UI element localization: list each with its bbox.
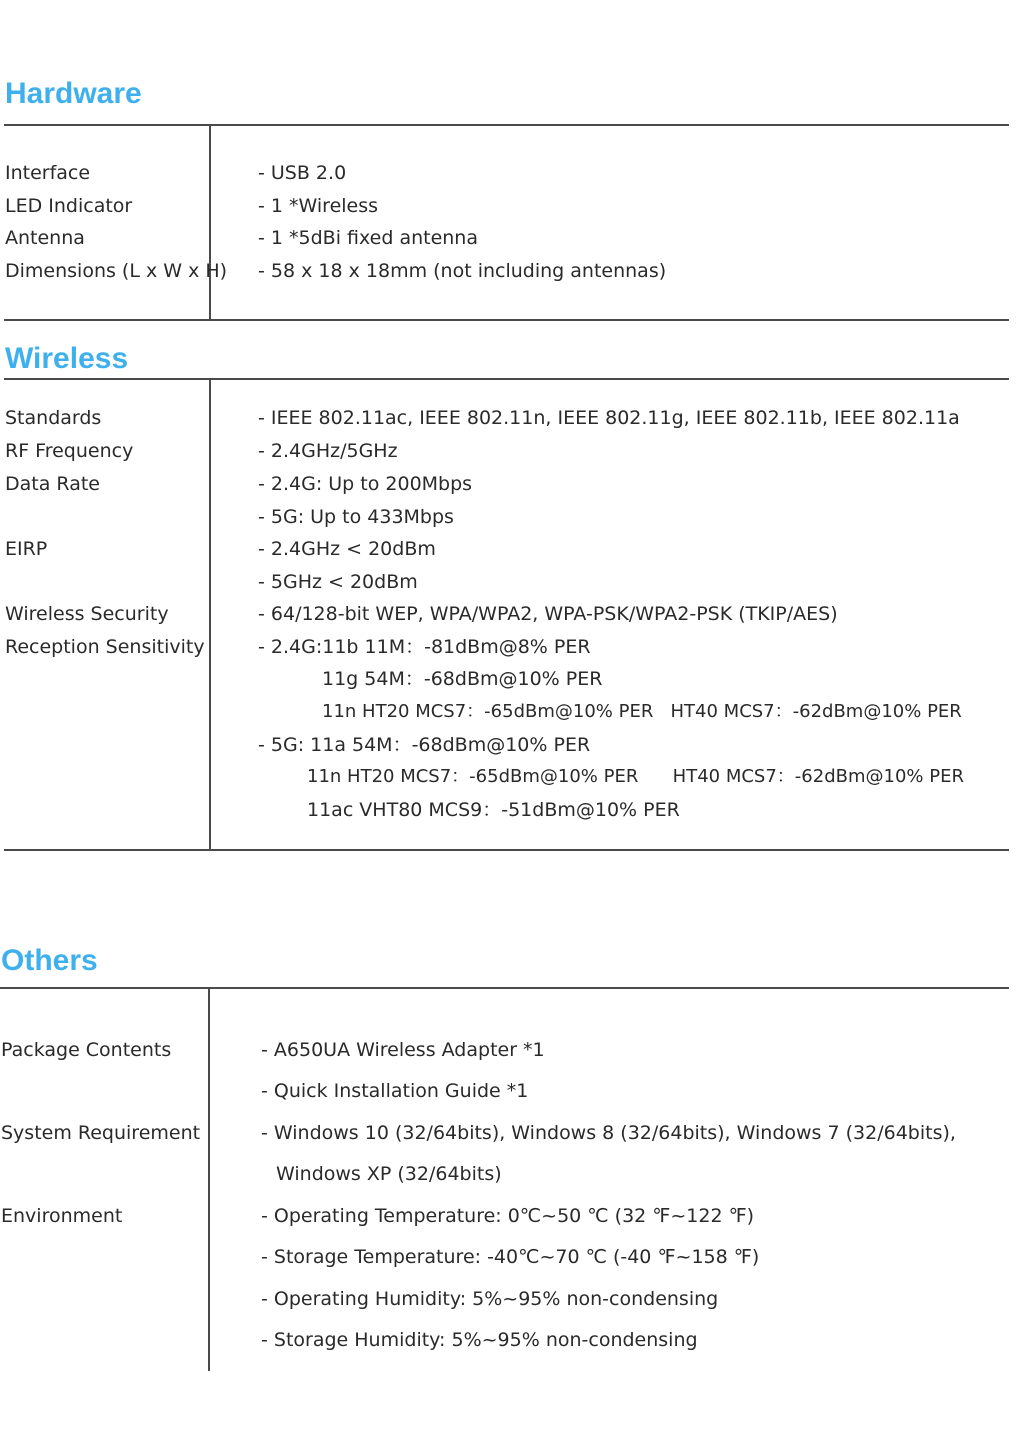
spec-value: - Storage Temperature: -40℃~70 ℃ (-40 ℉~158 ℉): [261, 1246, 760, 1268]
spec-value: - 2.4G: Up to 200Mbps: [258, 473, 473, 495]
spec-value: - Windows 10 (32/64bits), Windows 8 (32/64bits), Windows 7 (32/64bits),: [261, 1122, 956, 1144]
spec-value: - Operating Temperature: 0℃~50 ℃ (32 ℉~122 ℉): [261, 1205, 755, 1227]
spec-value: 11ac VHT80 MCS9：-51dBm@10% PER: [307, 799, 680, 821]
column-divider-others: [208, 988, 210, 1371]
spec-value: - Quick Installation Guide *1: [261, 1080, 529, 1102]
spec-label: RF Frequency: [5, 440, 134, 462]
spec-label: Standards: [5, 407, 102, 429]
spec-value: - 1 *Wireless: [258, 195, 379, 217]
spec-value: - A650UA Wireless Adapter *1: [261, 1039, 545, 1061]
divider-wireless-top: [4, 378, 1009, 380]
section-title-hardware: Hardware: [5, 77, 142, 110]
spec-value: 11g 54M：-68dBm@10% PER: [322, 668, 603, 690]
spec-label: Antenna: [5, 227, 85, 249]
spec-value: - 2.4GHz < 20dBm: [258, 538, 436, 560]
spec-value: - 64/128-bit WEP, WPA/WPA2, WPA-PSK/WPA2-PSK (TKIP/AES): [258, 603, 838, 625]
column-divider-wireless: [209, 379, 211, 850]
spec-value: - 5G: Up to 433Mbps: [258, 506, 454, 528]
spec-value: - 5G: 11a 54M：-68dBm@10% PER: [258, 734, 591, 756]
spec-value: - Operating Humidity: 5%~95% non-condensing: [261, 1288, 719, 1310]
column-divider-hardware: [209, 125, 211, 320]
spec-value: - 2.4G:11b 11M：-81dBm@8% PER: [258, 636, 591, 658]
divider-wireless-bottom: [4, 849, 1009, 851]
spec-label: Package Contents: [1, 1039, 172, 1061]
spec-label: Environment: [1, 1205, 123, 1227]
section-title-others: Others: [1, 944, 98, 977]
section-title-wireless: Wireless: [5, 342, 129, 375]
spec-value: - Storage Humidity: 5%~95% non-condensing: [261, 1329, 698, 1351]
spec-value: - 58 x 18 x 18mm (not including antennas): [258, 260, 667, 282]
spec-label: System Requirement: [1, 1122, 201, 1144]
spec-value: - 5GHz < 20dBm: [258, 571, 418, 593]
spec-value: - 2.4GHz/5GHz: [258, 440, 398, 462]
spec-value: 11n HT20 MCS7：-65dBm@10% PER HT40 MCS7：-62dBm@10% PER: [307, 766, 964, 787]
spec-label: Interface: [5, 162, 91, 184]
spec-value: - USB 2.0: [258, 162, 347, 184]
spec-label: Reception Sensitivity: [5, 636, 205, 658]
divider-hardware-bottom: [4, 319, 1009, 321]
spec-label: LED Indicator: [5, 195, 133, 217]
spec-value: 11n HT20 MCS7：-65dBm@10% PER HT40 MCS7：-62dBm@10% PER: [322, 701, 962, 722]
divider-hardware-top: [4, 124, 1009, 126]
spec-label: Wireless Security: [5, 603, 169, 625]
spec-label: Data Rate: [5, 473, 100, 495]
divider-others-top: [0, 987, 1009, 989]
spec-label: Dimensions (L x W x H): [5, 260, 228, 282]
spec-value: - 1 *5dBi fixed antenna: [258, 227, 478, 249]
spec-value: - IEEE 802.11ac, IEEE 802.11n, IEEE 802.11g, IEEE 802.11b, IEEE 802.11a: [258, 407, 960, 429]
spec-label: EIRP: [5, 538, 48, 560]
spec-value: Windows XP (32/64bits): [276, 1163, 502, 1185]
